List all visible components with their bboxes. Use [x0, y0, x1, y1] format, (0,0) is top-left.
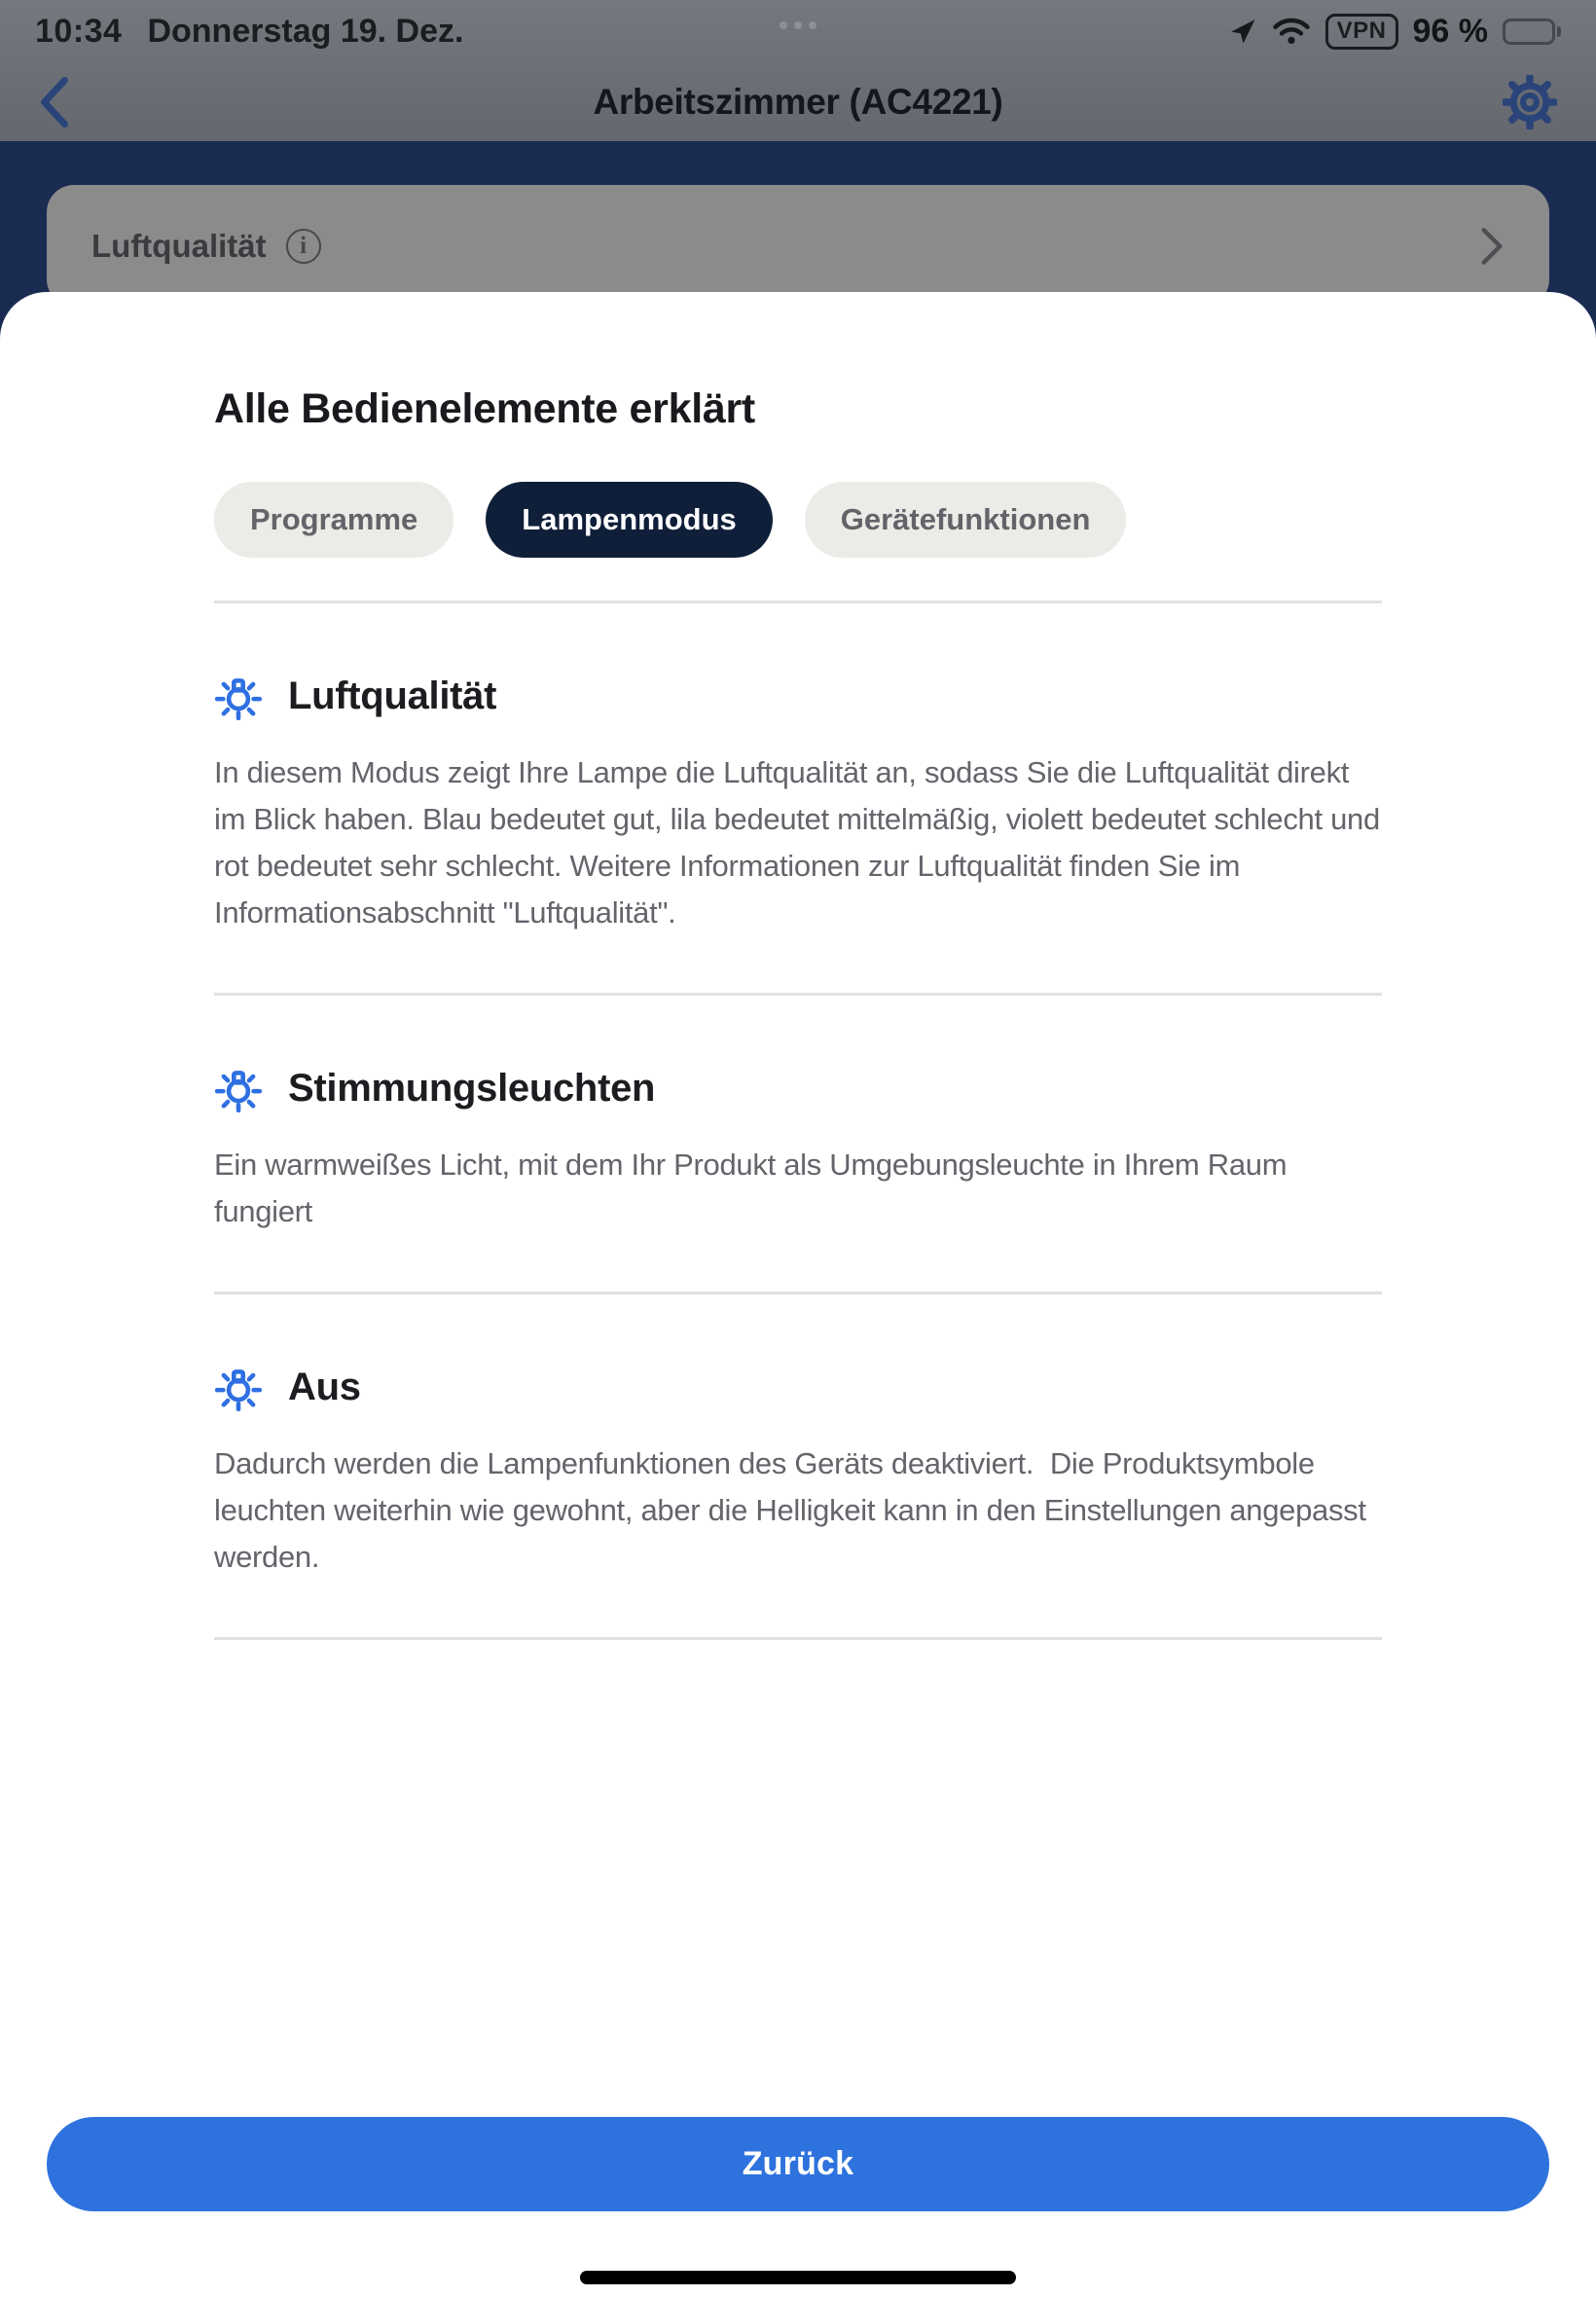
divider	[214, 601, 1382, 603]
section-title: Luftqualität	[288, 674, 497, 717]
air-quality-card[interactable]	[47, 185, 1549, 307]
section-body: In diesem Modus zeigt Ihre Lampe die Luftqualität an, sodass Sie die Luftqualität direkt im Blick haben. Blau bedeutet gut, lila bedeutet mittelmäßig, violett bedeutet schlecht und rot bedeutet sehr schlecht. Weitere Informationen zur Luftqualität finden Sie im Informationsabschnitt "Luftqualität".	[214, 755, 1389, 930]
lamp-mode-icon	[214, 1064, 263, 1112]
battery-percent: 96 %	[1412, 12, 1488, 50]
tab-bar	[214, 482, 1382, 558]
home-indicator[interactable]	[580, 2271, 1016, 2284]
zurueck-button[interactable]: Zurück	[47, 2117, 1549, 2211]
section-body: Ein warmweißes Licht, mit dem Ihr Produkt als Umgebungsleuchte in Ihrem Raum fungiert	[214, 1148, 1295, 1228]
info-icon[interactable]: i	[286, 229, 321, 264]
chevron-right-icon	[1479, 227, 1505, 266]
back-chevron-icon[interactable]	[39, 77, 97, 128]
sheet-title: Alle Bedienelemente erklärt	[214, 385, 755, 432]
divider	[214, 1292, 1382, 1294]
section-heading-row	[214, 1064, 1382, 1112]
tab-programme[interactable]: Programme	[214, 482, 453, 558]
lamp-mode-icon	[214, 1363, 263, 1411]
section-stimmungsleuchten	[214, 1064, 1382, 1294]
dimmed-header-band	[0, 0, 1596, 141]
status-date: Donnerstag 19. Dez.	[147, 12, 464, 50]
section-heading-row	[214, 1363, 1382, 1411]
wifi-icon	[1272, 17, 1311, 46]
section-aus	[214, 1363, 1382, 1640]
divider	[214, 993, 1382, 996]
multitasking-dots-icon[interactable]	[780, 21, 816, 29]
controls-explained-sheet	[0, 292, 1596, 2297]
status-bar	[0, 0, 1596, 62]
status-time: 10:34	[35, 12, 123, 50]
section-heading-row	[214, 672, 1382, 720]
nav-bar	[0, 62, 1596, 141]
tab-geraetefunktionen[interactable]: Gerätefunktionen	[805, 482, 1127, 558]
air-quality-card-label: Luftqualität	[91, 227, 267, 264]
section-title: Aus	[288, 1365, 361, 1408]
divider	[214, 1637, 1382, 1640]
status-bar-right	[1228, 13, 1561, 51]
section-body: Dadurch werden die Lampenfunktionen des Geräts deaktiviert. Die Produktsymbole leuchten weiterhin wie gewohnt, aber die Helligkeit kann in den Einstellungen angepasst werden.	[214, 1446, 1375, 1574]
battery-icon	[1503, 18, 1561, 45]
location-arrow-icon	[1228, 17, 1257, 46]
section-luftqualitaet	[214, 672, 1389, 996]
lamp-mode-icon	[214, 672, 263, 720]
page-title: Arbeitszimmer (AC4221)	[593, 81, 1003, 122]
vpn-badge: VPN	[1325, 14, 1398, 50]
gear-icon[interactable]	[1503, 75, 1557, 129]
section-title: Stimmungsleuchten	[288, 1066, 656, 1110]
tab-lampenmodus[interactable]: Lampenmodus	[486, 482, 772, 558]
